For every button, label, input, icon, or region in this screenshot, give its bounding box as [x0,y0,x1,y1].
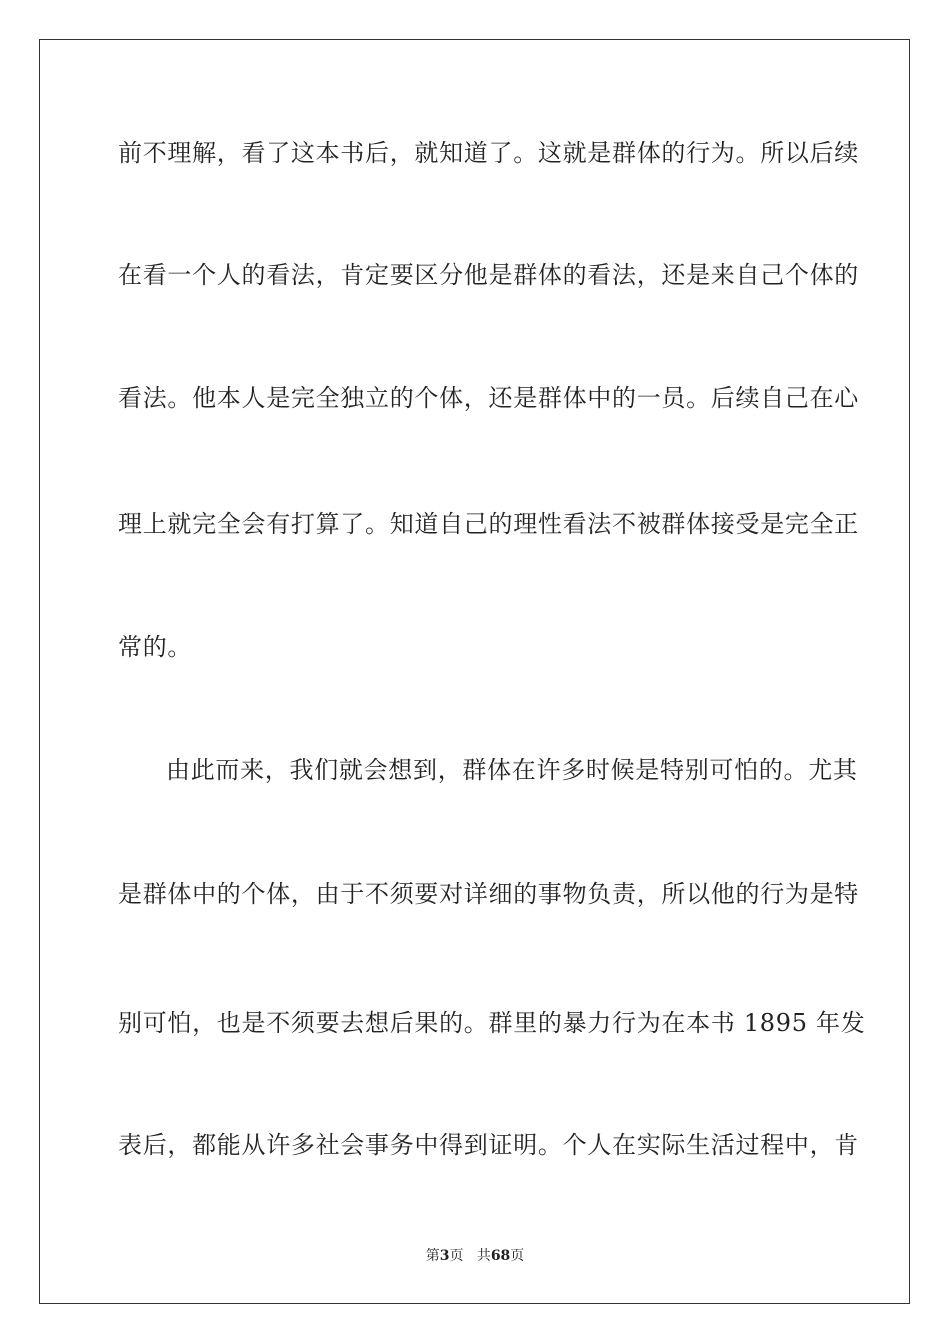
page-prefix: 第 [425,1248,440,1264]
page-border [39,39,910,1304]
body-text-line: 在看一个人的看法，肯定要区分他是群体的看法，还是来自己个体的 [118,261,859,289]
page-number: 3 [439,1248,450,1264]
paragraph-first-line: 由此而来，我们就会想到，群体在许多时候是特别可怕的。尤其 [166,756,858,784]
page-footer [0,1247,950,1265]
body-text-line: 看法。他本人是完全独立的个体，还是群体中的一员。后续自己在心 [118,384,859,412]
body-text-line: 前不理解，看了这本书后，就知道了。这就是群体的行为。所以后续 [118,139,859,167]
body-text-line: 别可怕，也是不须要去想后果的。群里的暴力行为在本书 1895 年发 [118,1009,866,1037]
total-pages: 68 [490,1248,511,1264]
total-prefix: 共 [476,1248,491,1264]
body-text-line: 是群体中的个体，由于不须要对详细的事物负责，所以他的行为是特 [118,880,859,908]
body-text-line: 常的。 [118,633,193,661]
body-text-line: 表后，都能从许多社会事务中得到证明。个人在实际生活过程中，肯 [118,1131,859,1159]
total-suffix: 页 [510,1248,525,1264]
page-suffix: 页 [449,1248,464,1264]
body-text-line: 理上就完全会有打算了。知道自己的理性看法不被群体接受是完全正 [118,510,859,538]
